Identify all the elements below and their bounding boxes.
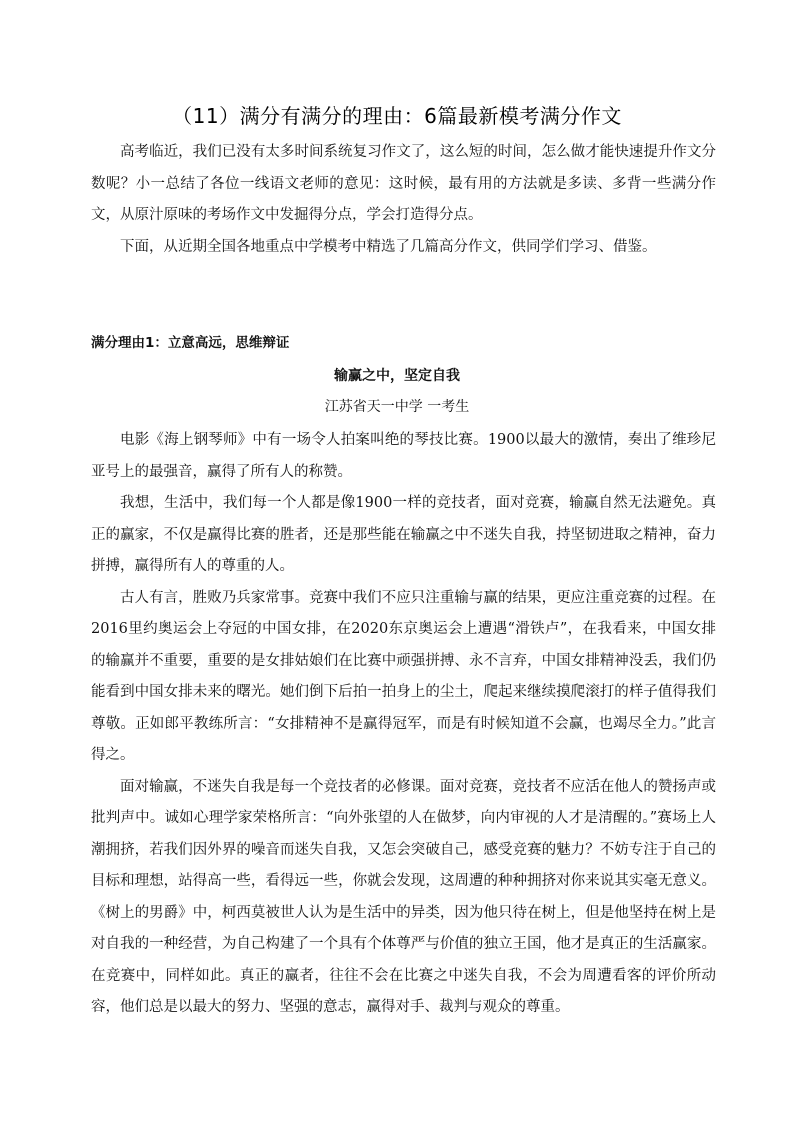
essay-paragraph: 我想，生活中，我们每一个人都是像1900一样的竞技者，面对竞赛，输赢自然无法避免。真正的赢家，不仅是赢得比赛的胜者，还是那些能在输赢之中不迷失自我，持坚韧进取之精神，奋力拼搏，赢得所有人的尊重的人。	[91, 495, 716, 574]
essay-title: 输赢之中，坚定自我	[334, 368, 460, 384]
intro-paragraph: 下面，从近期全国各地重点中学模考中精选了几篇高分作文，供同学们学习、借鉴。	[120, 238, 657, 255]
essay-paragraph: 古人有言，胜败乃兵家常事。竞赛中我们不应只注重输与赢的结果，更应注重竞赛的过程。在2016里约奥运会上夺冠的中国女排，在2020东京奥运会上遭遇“滑铁卢”，在我看来，中国女排的输赢并不重要，重要的是女排姑娘们在比赛中顽强拼搏、永不言弃，中国女排精神没丢，我们仍能看到中国女排未来的曙光。她们倒下后拍一拍身上的尘土，爬起来继续摸爬滚打的样子值得我们尊敬。正如郎平教练所言：“女排精神不是赢得冠军，而是有时候知道不会赢，也竭尽全力。”此言得之。	[91, 589, 716, 763]
essay-author: 江苏省天一中学 一考生	[324, 399, 470, 415]
essay-paragraph: 电影《海上钢琴师》中有一场令人拍案叫绝的琴技比赛。1900以最大的激情，奏出了维珍尼亚号上的最强音，赢得了所有人的称赞。	[91, 432, 716, 480]
intro-paragraph: 高考临近，我们已没有太多时间系统复习作文了，这么短的时间，怎么做才能快速提升作文分数呢？小一总结了各位一线语文老师的意见：这时候，最有用的方法就是多读、多背一些满分作文，从原汁原味的考场作文中发掘得分点，学会打造得分点。	[91, 144, 716, 223]
intro-section	[91, 137, 716, 263]
essay-body	[91, 425, 716, 1024]
section-label: 满分理由1：立意高远，思维辩证	[91, 335, 290, 351]
document-title: （11）满分有满分的理由：6篇最新模考满分作文	[172, 104, 622, 128]
essay-paragraph: 面对输赢，不迷失自我是每一个竞技者的必修课。面对竞赛，竞技者不应活在他人的赞扬声或批判声中。诚如心理学家荣格所言：“向外张望的人在做梦，向内审视的人才是清醒的。”赛场上人潮拥挤，若我们因外界的噪音而迷失自我，又怎会突破自己，感受竞赛的魅力？不妨专注于自己的目标和理想，站得高一些，看得远一些，你就会发现，这周遭的种种拥挤对你来说其实毫无意义。《树上的男爵》中，柯西莫被世人认为是生活中的异类，因为他只待在树上，但是他坚持在树上是对自我的一种经营，为自己构建了一个具有个体尊严与价值的独立王国，他才是真正的生活赢家。在竞赛中，同样如此。真正的赢者，往往不会在比赛之中迷失自我，不会为周遭看客的评价所动容，他们总是以最大的努力、坚强的意志，赢得对手、裁判与观众的尊重。	[91, 778, 716, 1015]
